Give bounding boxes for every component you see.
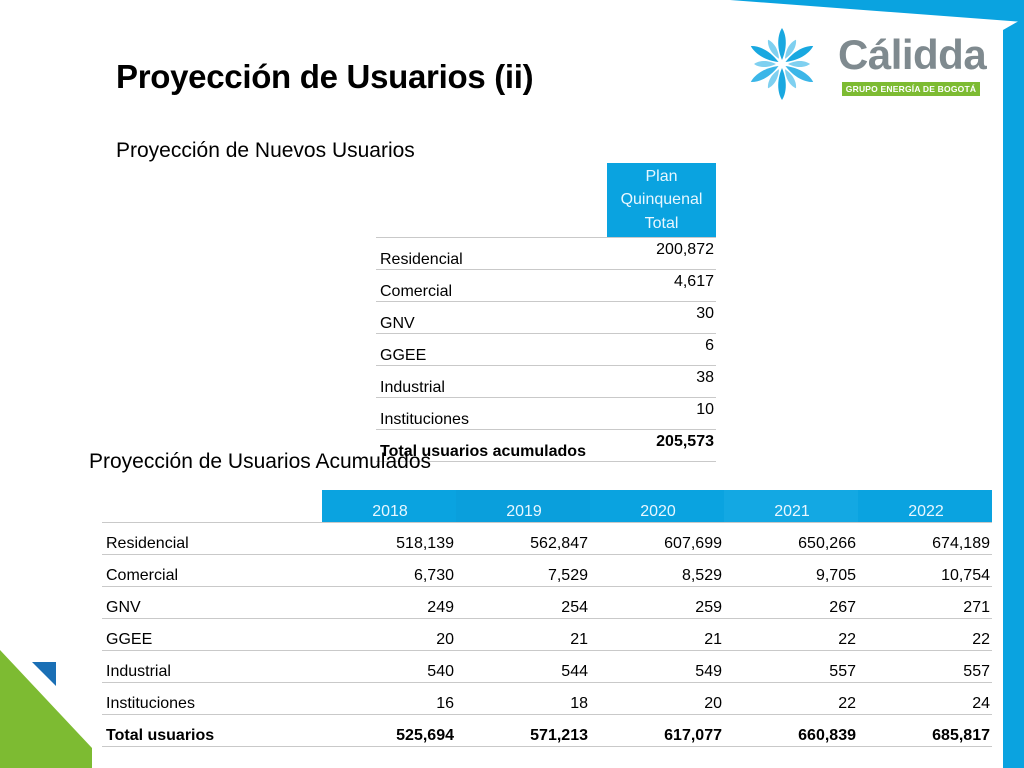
row-value: 30: [607, 302, 716, 334]
right-edge-blue-band: [1003, 18, 1024, 768]
header-year: 2019: [456, 490, 590, 523]
table-row: [376, 398, 716, 430]
cell-value: 259: [590, 587, 724, 619]
total-value: 571,213: [456, 715, 590, 747]
cell-value: 674,189: [858, 523, 992, 555]
cell-value: 557: [858, 651, 992, 683]
total-label: Total usuarios: [102, 715, 322, 747]
header-plan-quinquenal: [607, 163, 716, 238]
cell-value: 21: [456, 619, 590, 651]
table-row: [102, 619, 992, 651]
row-label: GNV: [102, 587, 322, 619]
row-label: GGEE: [102, 619, 322, 651]
cell-value: 544: [456, 651, 590, 683]
header-line: Quinquenal: [620, 191, 703, 209]
cell-value: 20: [590, 683, 724, 715]
cell-value: 271: [858, 587, 992, 619]
total-label: Total usuarios acumulados: [376, 430, 607, 462]
cell-value: 540: [322, 651, 456, 683]
cell-value: 22: [858, 619, 992, 651]
header-blank-cell: [102, 490, 322, 523]
row-label: Instituciones: [376, 398, 607, 430]
accumulated-users-table: [102, 490, 992, 747]
row-value: 4,617: [607, 270, 716, 302]
row-label: Instituciones: [102, 683, 322, 715]
total-value: 685,817: [858, 715, 992, 747]
total-value: 660,839: [724, 715, 858, 747]
row-label: Industrial: [376, 366, 607, 398]
table-row: [376, 366, 716, 398]
table-row: [376, 334, 716, 366]
header-year: 2021: [724, 490, 858, 523]
table-row: [102, 683, 992, 715]
row-label: Residencial: [102, 523, 322, 555]
row-label: GNV: [376, 302, 607, 334]
bottom-left-dark-blue-triangle: [32, 662, 56, 686]
cell-value: 8,529: [590, 555, 724, 587]
star-flower-icon: [742, 26, 822, 102]
row-value: 10: [607, 398, 716, 430]
cell-value: 22: [724, 619, 858, 651]
accumulated-users-subtitle: Proyección de Usuarios Acumulados: [89, 450, 432, 473]
cell-value: 650,266: [724, 523, 858, 555]
top-right-blue-band: [730, 0, 1024, 22]
header-year: 2018: [322, 490, 456, 523]
cell-value: 10,754: [858, 555, 992, 587]
row-label: GGEE: [376, 334, 607, 366]
cell-value: 20: [322, 619, 456, 651]
cell-value: 18: [456, 683, 590, 715]
table-row: [102, 651, 992, 683]
new-users-subtitle: Proyección de Nuevos Usuarios: [116, 139, 415, 162]
cell-value: 24: [858, 683, 992, 715]
total-row: [102, 715, 992, 747]
header-line: Total: [644, 214, 679, 232]
header-line: Plan: [645, 167, 678, 185]
total-value: 205,573: [607, 430, 716, 462]
total-value: 617,077: [590, 715, 724, 747]
table-row: [376, 238, 716, 270]
cell-value: 607,699: [590, 523, 724, 555]
row-value: 6: [607, 334, 716, 366]
cell-value: 7,529: [456, 555, 590, 587]
row-label: Comercial: [376, 270, 607, 302]
cell-value: 254: [456, 587, 590, 619]
cell-value: 562,847: [456, 523, 590, 555]
table-row: [376, 270, 716, 302]
total-value: 525,694: [322, 715, 456, 747]
logo-wordmark: Cálidda: [838, 31, 987, 78]
row-label: Residencial: [376, 238, 607, 270]
cell-value: 9,705: [724, 555, 858, 587]
table-row: [102, 555, 992, 587]
table-row: [376, 302, 716, 334]
cell-value: 549: [590, 651, 724, 683]
cell-value: 22: [724, 683, 858, 715]
page-title: Proyección de Usuarios (ii): [116, 58, 534, 95]
table-row: [102, 523, 992, 555]
cell-value: 21: [590, 619, 724, 651]
row-label: Comercial: [102, 555, 322, 587]
logo-tagline: GRUPO ENERGÍA DE BOGOTÁ: [842, 82, 980, 96]
cell-value: 16: [322, 683, 456, 715]
new-users-table: [376, 163, 716, 462]
table-row: [102, 587, 992, 619]
row-value: 200,872: [607, 238, 716, 270]
row-value: 38: [607, 366, 716, 398]
header-year: 2020: [590, 490, 724, 523]
row-label: Industrial: [102, 651, 322, 683]
cell-value: 518,139: [322, 523, 456, 555]
header-blank-cell: [376, 163, 607, 238]
cell-value: 6,730: [322, 555, 456, 587]
cell-value: 249: [322, 587, 456, 619]
cell-value: 557: [724, 651, 858, 683]
cell-value: 267: [724, 587, 858, 619]
header-year: 2022: [858, 490, 992, 523]
